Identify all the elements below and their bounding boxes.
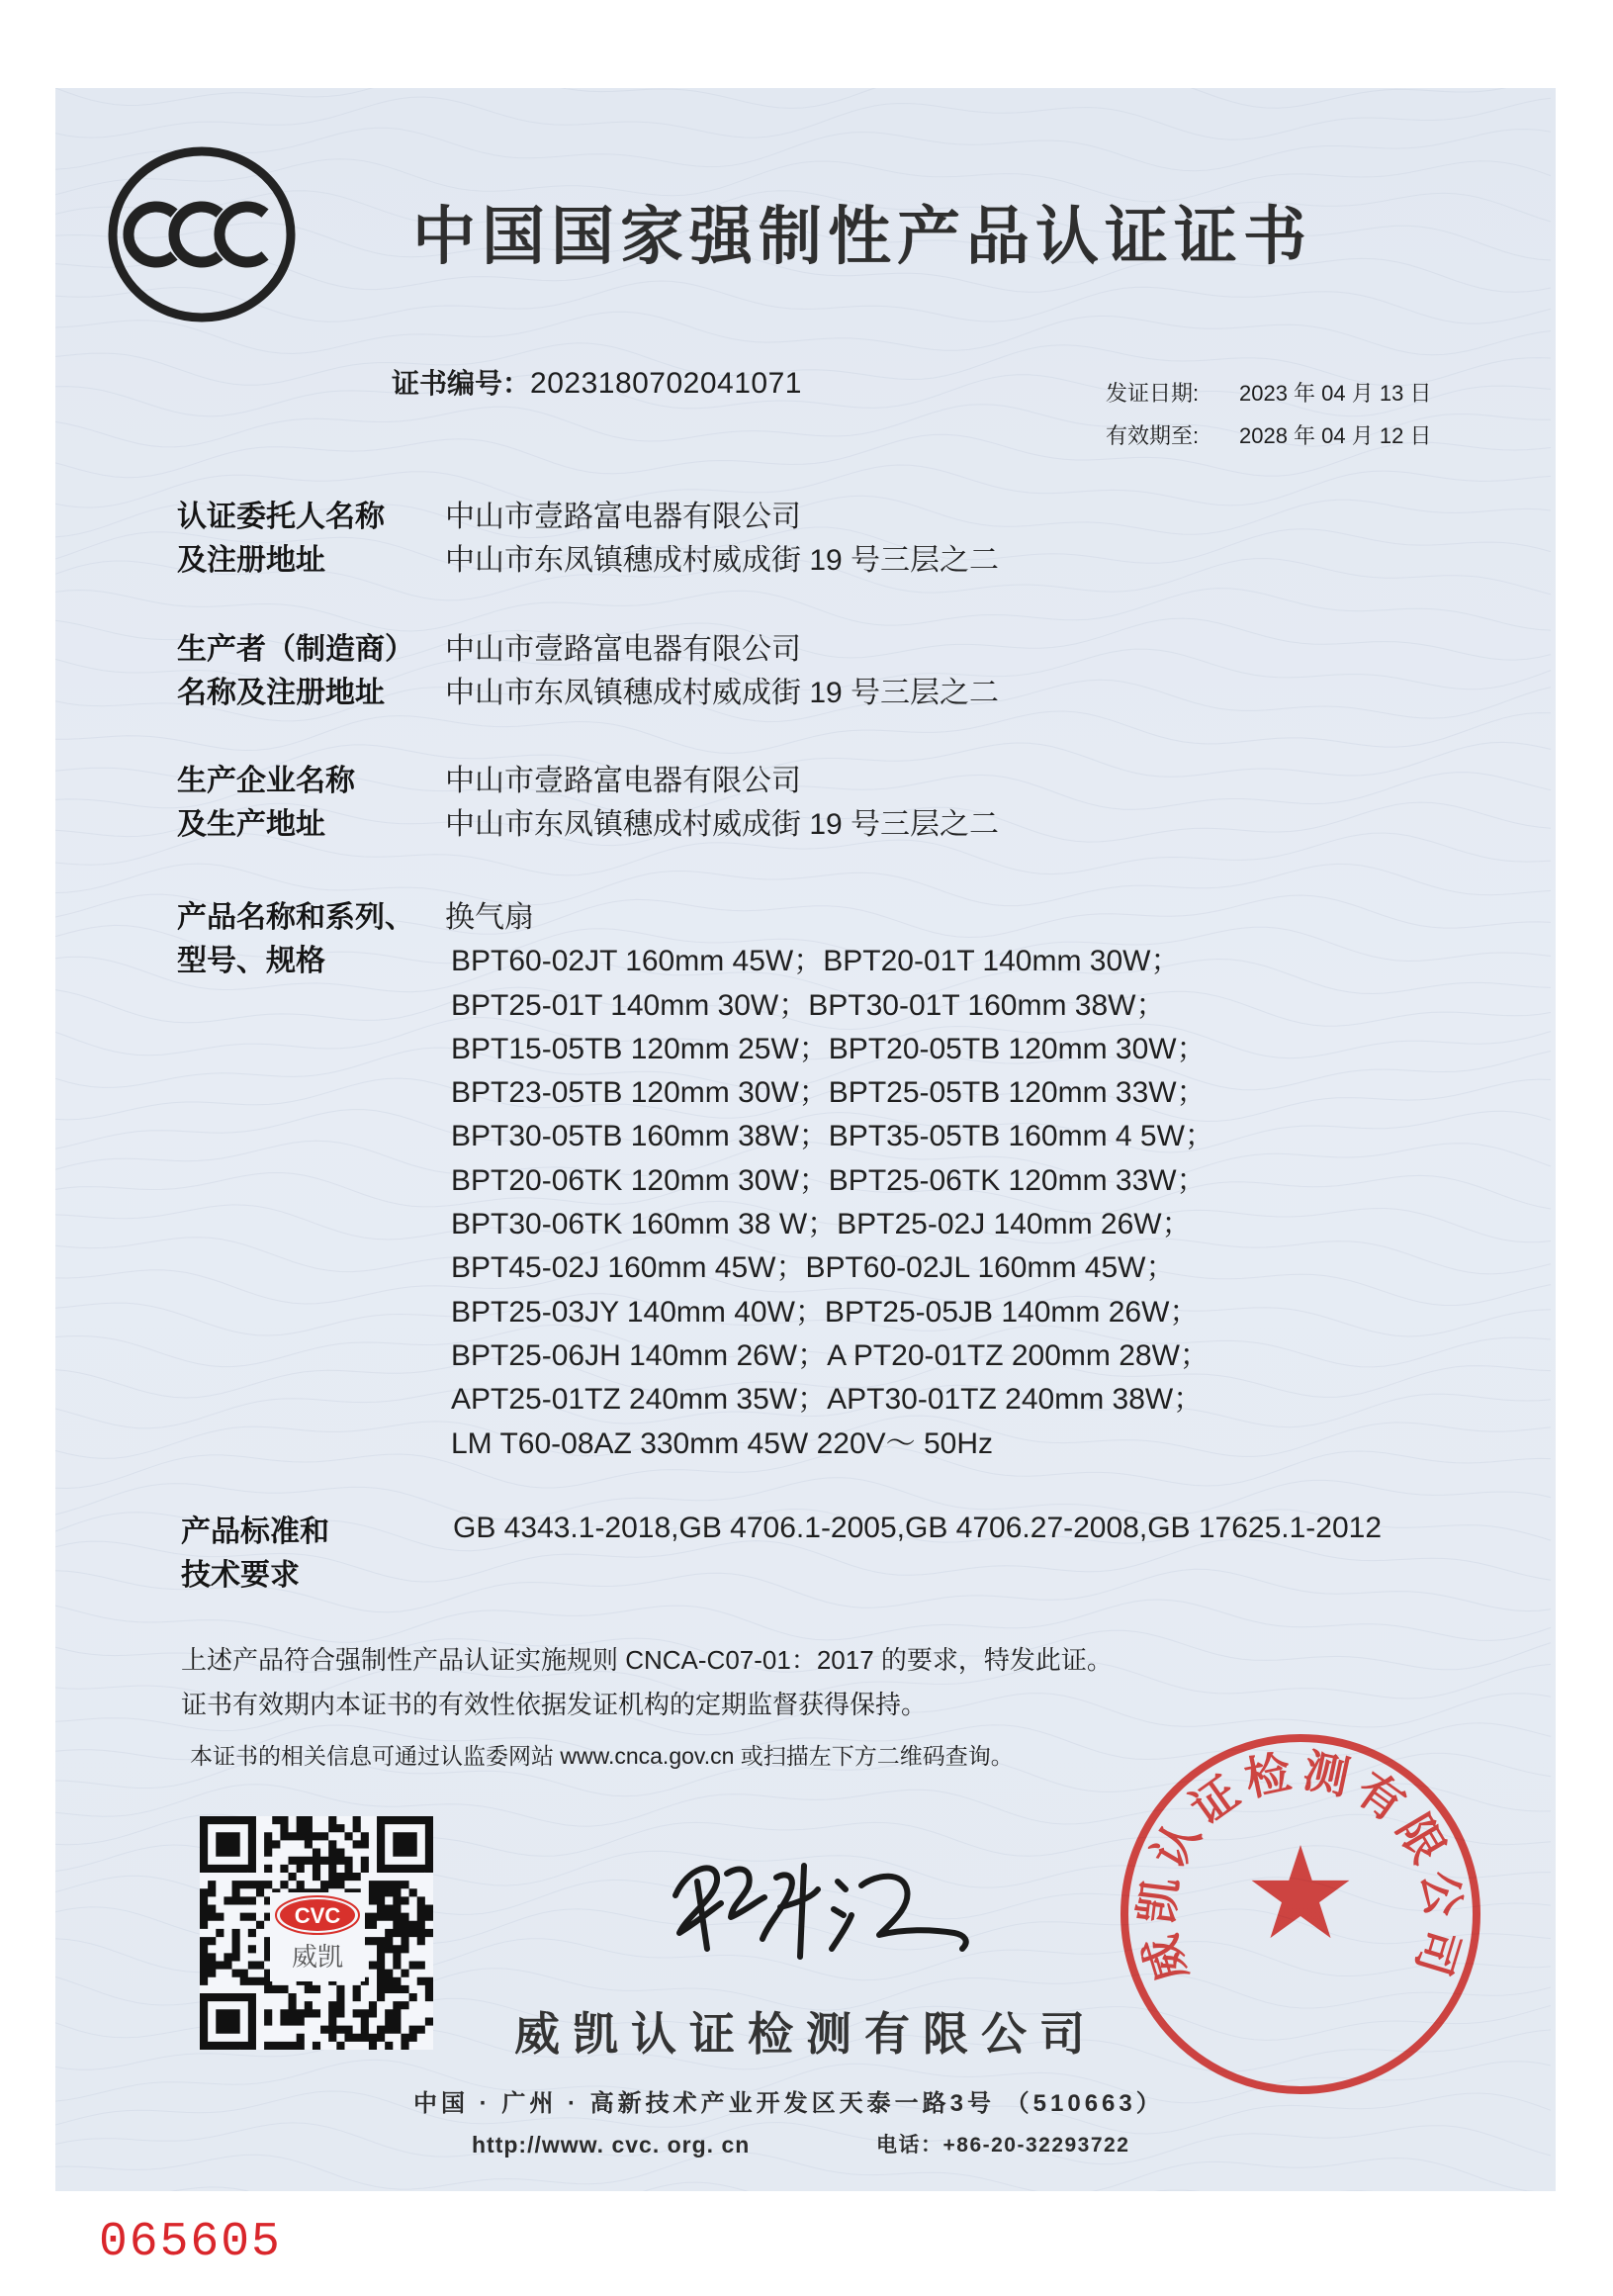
cvc-logo-caption: 威凯 — [291, 1943, 344, 1973]
product-value — [445, 896, 1214, 1466]
guilloche-line — [55, 2182, 1551, 2191]
field-label-line: 技术要求 — [181, 1559, 300, 1593]
factory-value — [445, 760, 999, 848]
standards-list: GB 4343.1-2018,GB 4706.1-2005,GB 4706.27-2008,GB 17625.1-2012 — [453, 1512, 1383, 1544]
field-label-line: 及注册地址 — [177, 544, 325, 578]
product-model-line: BPT25-03JY 140mm 40W；BPT25-05JB 140mm 26W； — [451, 1295, 1200, 1329]
issuer-phone — [876, 2132, 1129, 2159]
manufacturer-name: 中山市壹路富电器有限公司 — [445, 633, 801, 666]
phone-label: 电话： — [876, 2134, 943, 2157]
certificate-dates — [1106, 372, 1431, 457]
product-model-line: BPT60-02JT 160mm 45W；BPT20-01T 140mm 30W； — [451, 945, 1181, 978]
cvc-logo-text: CVC — [294, 1903, 341, 1928]
field-label-line: 生产者（制造商） — [177, 633, 414, 666]
standards-label — [181, 1511, 329, 1599]
field-label-line: 生产企业名称 — [177, 765, 355, 797]
guilloche-line — [55, 1600, 1551, 1642]
product-model-line: BPT30-06TK 160mm 38 W；BPT25-02J 140mm 26W； — [451, 1208, 1192, 1241]
field-label-line: 及生产地址 — [177, 808, 325, 842]
certificate-number-label: 证书编号： — [392, 368, 531, 399]
seal-star-icon — [1252, 1845, 1350, 1938]
manufacturer-label — [177, 628, 414, 716]
guilloche-line — [55, 589, 1551, 631]
field-label-line: 产品标准和 — [181, 1515, 329, 1548]
factory-label — [177, 760, 355, 848]
product-label — [177, 896, 414, 984]
certificate-number-value: 2023180702041071 — [530, 367, 802, 400]
field-label-line: 名称及注册地址 — [177, 677, 385, 710]
statement-line: 上述产品符合强制性产品认证实施规则 CNCA-C07-01：2017 的要求，特发此证。 — [181, 1645, 1113, 1675]
product-model-line: BPT30-05TB 160mm 38W；BPT35-05TB 160mm 4 5W； — [451, 1120, 1214, 1153]
applicant-value — [445, 496, 999, 584]
verification-note: 本证书的相关信息可通过认监委网站 www.cnca.gov.cn 或扫描左下方二维码查询。 — [190, 1743, 1014, 1769]
product-model-line: BPT45-02J 160mm 45W；BPT60-02JL 160mm 45W； — [451, 1251, 1176, 1285]
standards-value — [453, 1507, 1382, 1550]
serial-number: 065605 — [99, 2216, 282, 2269]
qr-code — [200, 1816, 433, 2050]
product-name: 换气扇 — [445, 901, 534, 934]
product-model-line: BPT23-05TB 120mm 30W；BPT25-05TB 120mm 33W； — [451, 1076, 1207, 1110]
product-model-line: BPT20-06TK 120mm 30W；BPT25-06TK 120mm 33W； — [451, 1163, 1207, 1197]
guilloche-line — [55, 711, 1551, 754]
statement-line: 证书有效期内本证书的有效性依据发证机构的定期监督获得保持。 — [181, 1690, 928, 1719]
expiry-date-value: 2028 年 04 月 12 日 — [1239, 423, 1432, 448]
applicant-address: 中山市东凤镇穗成村威成街 19 号三层之二 — [445, 544, 1000, 578]
product-model-line: BPT15-05TB 120mm 25W；BPT20-05TB 120mm 30W； — [451, 1032, 1207, 1065]
guilloche-line — [55, 2153, 1551, 2191]
handwritten-signature — [658, 1838, 974, 1976]
applicant-name: 中山市壹路富电器有限公司 — [445, 501, 801, 533]
expiry-date-row — [1106, 414, 1431, 457]
issue-date-row — [1106, 372, 1431, 414]
applicant-label — [177, 496, 385, 584]
field-label-line: 认证委托人名称 — [177, 501, 385, 533]
issuer-website: http://www. cvc. org. cn — [472, 2132, 751, 2158]
guilloche-line — [55, 88, 1551, 108]
phone-value: +86-20-32293722 — [942, 2134, 1130, 2157]
issuer-name: 威凯认证检测有限公司 — [514, 2007, 1098, 2061]
certificate-title: 中国国家强制性产品认证证书 — [412, 201, 1312, 274]
product-model-line: BPT25-06JH 140mm 26W；A PT20-01TZ 200mm 28W； — [451, 1338, 1210, 1372]
ccc-logo — [105, 140, 299, 328]
issue-date-value: 2023 年 04 月 13 日 — [1239, 381, 1432, 406]
issuer-address: 中国 · 广州 · 高新技术产业开发区天泰一路3号 （510663） — [413, 2090, 1164, 2117]
manufacturer-value — [445, 628, 999, 716]
field-label-line: 产品名称和系列、 — [177, 901, 414, 934]
seal-text: 威凯认证检测有限公司 — [1129, 1743, 1472, 1989]
certification-statement — [181, 1638, 1113, 1727]
issue-date-label: 发证日期: — [1106, 381, 1200, 406]
field-label-line: 型号、规格 — [177, 945, 325, 978]
factory-address: 中山市东凤镇穗成村威成街 19 号三层之二 — [445, 808, 1000, 842]
official-seal — [1119, 1732, 1482, 2096]
guilloche-line — [55, 97, 1551, 139]
manufacturer-address: 中山市东凤镇穗成村威成街 19 号三层之二 — [445, 677, 1000, 710]
factory-name: 中山市壹路富电器有限公司 — [445, 765, 801, 797]
certificate-number — [392, 365, 802, 403]
product-model-line: APT25-01TZ 240mm 35W；APT30-01TZ 240mm 38W； — [451, 1383, 1204, 1417]
product-model-line: BPT25-01T 140mm 30W；BPT30-01T 160mm 38W； — [451, 988, 1166, 1022]
product-model-line: LM T60-08AZ 330mm 45W 220V～ 50Hz — [451, 1426, 994, 1460]
expiry-date-label: 有效期至: — [1106, 423, 1200, 448]
